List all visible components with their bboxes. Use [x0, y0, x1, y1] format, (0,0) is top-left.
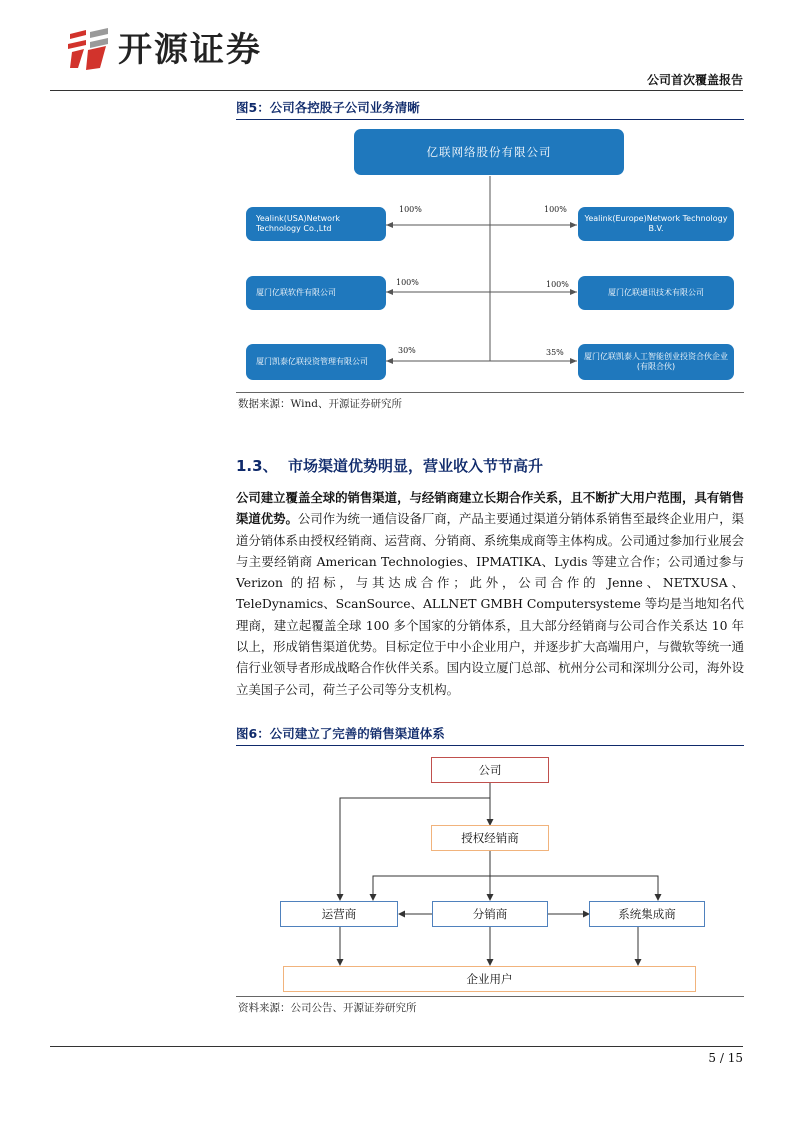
- ownership-pct: 100%: [396, 278, 419, 287]
- ownership-pct: 100%: [546, 280, 569, 289]
- subsidiary-box-usa: Yealink(USA)Network Technology Co.,Ltd: [246, 207, 386, 241]
- figure5-bottom-rule: [236, 392, 744, 393]
- section-body: [236, 487, 744, 700]
- footer-divider: [50, 1046, 743, 1047]
- subsidiary-box-ai-fund: 厦门亿联凯泰人工智能创业投资合伙企业(有限合伙): [578, 344, 734, 380]
- figure5-title: 图5：公司各控股子公司业务清晰: [236, 100, 420, 115]
- node-distributor: 分销商: [432, 901, 548, 927]
- ownership-pct: 100%: [399, 205, 422, 214]
- node-system-integrator: 系统集成商: [589, 901, 705, 927]
- node-enterprise-users: 企业用户: [283, 966, 696, 992]
- ownership-pct: 30%: [398, 346, 416, 355]
- section-heading: 市场渠道优势明显，营业收入节节高升: [288, 457, 544, 475]
- subsidiary-box-investment: 厦门凯泰亿联投资管理有限公司: [246, 344, 386, 380]
- figure6-connectors: [236, 746, 744, 996]
- node-company: 公司: [431, 757, 549, 783]
- ownership-pct: 35%: [546, 348, 564, 357]
- ownership-pct: 100%: [544, 205, 567, 214]
- kaiyuan-logo-icon: [64, 28, 112, 72]
- parent-company-box: 亿联网络股份有限公司: [354, 129, 624, 175]
- section-title: [236, 456, 543, 476]
- section-lead: 公司建立覆盖全球的销售渠道，与经销商建立长期合作关系，且不断扩大用户范围，具有销售渠道优势。: [236, 490, 745, 527]
- subsidiary-box-software: 厦门亿联软件有限公司: [246, 276, 386, 310]
- report-type-label: 公司首次覆盖报告: [646, 73, 743, 87]
- figure6-bottom-rule: [236, 996, 744, 997]
- figure6-title: 图6：公司建立了完善的销售渠道体系: [236, 726, 445, 741]
- figure6-source: 资料来源：公司公告、开源证券研究所: [238, 1002, 417, 1014]
- node-operator: 运营商: [280, 901, 398, 927]
- node-authorized-dealer: 授权经销商: [431, 825, 549, 851]
- subsidiary-box-telecom: 厦门亿联通讯技术有限公司: [578, 276, 734, 310]
- section-paragraph: 公司作为统一通信设备厂商，产品主要通过渠道分销体系销售至最终企业用户，渠道分销体系由授权经销商、运营商、分销商、系统集成商等主体构成。公司通过参加行业展会与主要经销商 American Technologies、IPMATIKA、Lydis 等建立合作；公司通过参与 Verizon 的招标，与其达成合作；此外，公司合作的 Jenne、NETXUSA、TeleDynamics、ScanSource、ALLNET GMBH Computersysteme 等均是当地知名代理商，建立起覆盖全球 100 多个国家的分销体系，且大部分经销商与公司合作关系达 10 年以上，形成销售渠道优势。目标定位于中小企业用户，并逐步扩大高端用户，与微软等统一通信行业领导者形成战略合作伙伴关系。国内设立厦门总部、杭州分公司和深圳分公司，海外设立美国子公司，荷兰子公司等分支机构。: [236, 511, 745, 697]
- figure5-source: 数据来源：Wind、开源证券研究所: [238, 398, 402, 410]
- logo-wordmark: 开源证券: [118, 30, 262, 70]
- page-number: 5 / 15: [708, 1051, 743, 1065]
- section-number: 1.3、: [236, 457, 278, 475]
- header-divider: [50, 90, 743, 91]
- subsidiary-box-europe: Yealink(Europe)Network Technology B.V.: [578, 207, 734, 241]
